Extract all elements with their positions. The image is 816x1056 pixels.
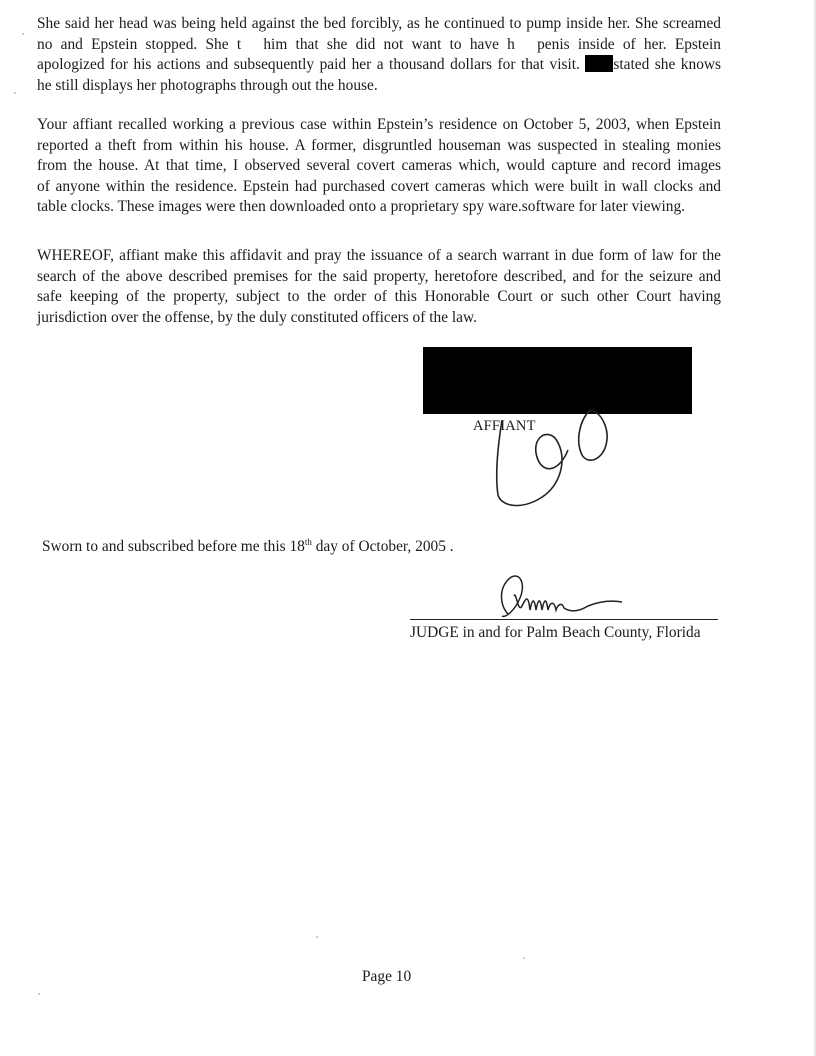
text-line: table clocks. These images were then downloaded onto a proprietary spy ware.software for later viewing. bbox=[37, 198, 686, 215]
page-number: Page 10 bbox=[362, 968, 412, 985]
text-line: She said her head was being held against the bed forcibly, as he continued to pump inside her. She screamed bbox=[37, 15, 721, 32]
text-line: he still displays her photographs through out the house. bbox=[37, 76, 378, 94]
redaction-bar bbox=[585, 55, 613, 72]
sworn-statement: Sworn to and subscribed before me this 18th day of October, 2005 . bbox=[42, 537, 454, 555]
text-line: Your affiant recalled working a previous case within Epstein’s residence on October 5, 2003, when Epstein bbox=[37, 116, 721, 133]
affiant-signature bbox=[490, 400, 620, 515]
scan-speck bbox=[316, 936, 318, 938]
text-line: from the house. At that time, I observed several covert cameras which, would capture and record images bbox=[37, 157, 721, 174]
paragraph-previous-case bbox=[37, 115, 721, 218]
scan-speck bbox=[22, 33, 24, 35]
paragraph-statement bbox=[37, 14, 721, 96]
text-line: of anyone within the residence. Epstein had purchased covert cameras which were built in wall clocks and bbox=[37, 177, 721, 195]
judge-signature bbox=[470, 566, 640, 626]
text-line: reported a theft from within his house. A former, disgruntled houseman was suspected in stealing monies bbox=[37, 136, 721, 154]
text-line: no and Epstein stopped. She t him that she did not want to have h penis inside of her. Epstein bbox=[37, 35, 721, 53]
scan-speck bbox=[523, 957, 525, 959]
judge-label: JUDGE in and for Palm Beach County, Florida bbox=[410, 624, 701, 641]
scan-speck bbox=[14, 92, 16, 94]
text-line: WHEREOF, affiant make this affidavit and pray the issuance of a search warrant in due form of law for the bbox=[37, 247, 721, 264]
judge-signature-line bbox=[410, 619, 718, 620]
text-line: apologized for his actions and subsequently paid her a thousand dollars for that visit. stated she knows bbox=[37, 56, 721, 73]
text-line: search of the above described premises for the said property, heretofore described, and for the seizure and bbox=[37, 267, 721, 285]
text-line: jurisdiction over the offense, by the duly constituted officers of the law. bbox=[37, 308, 477, 326]
text-line: safe keeping of the property, subject to the order of this Honorable Court or such other Court having bbox=[37, 288, 721, 305]
affiant-label: AFFIANT bbox=[473, 418, 536, 434]
scan-speck bbox=[38, 993, 40, 995]
paragraph-whereof bbox=[37, 246, 721, 328]
